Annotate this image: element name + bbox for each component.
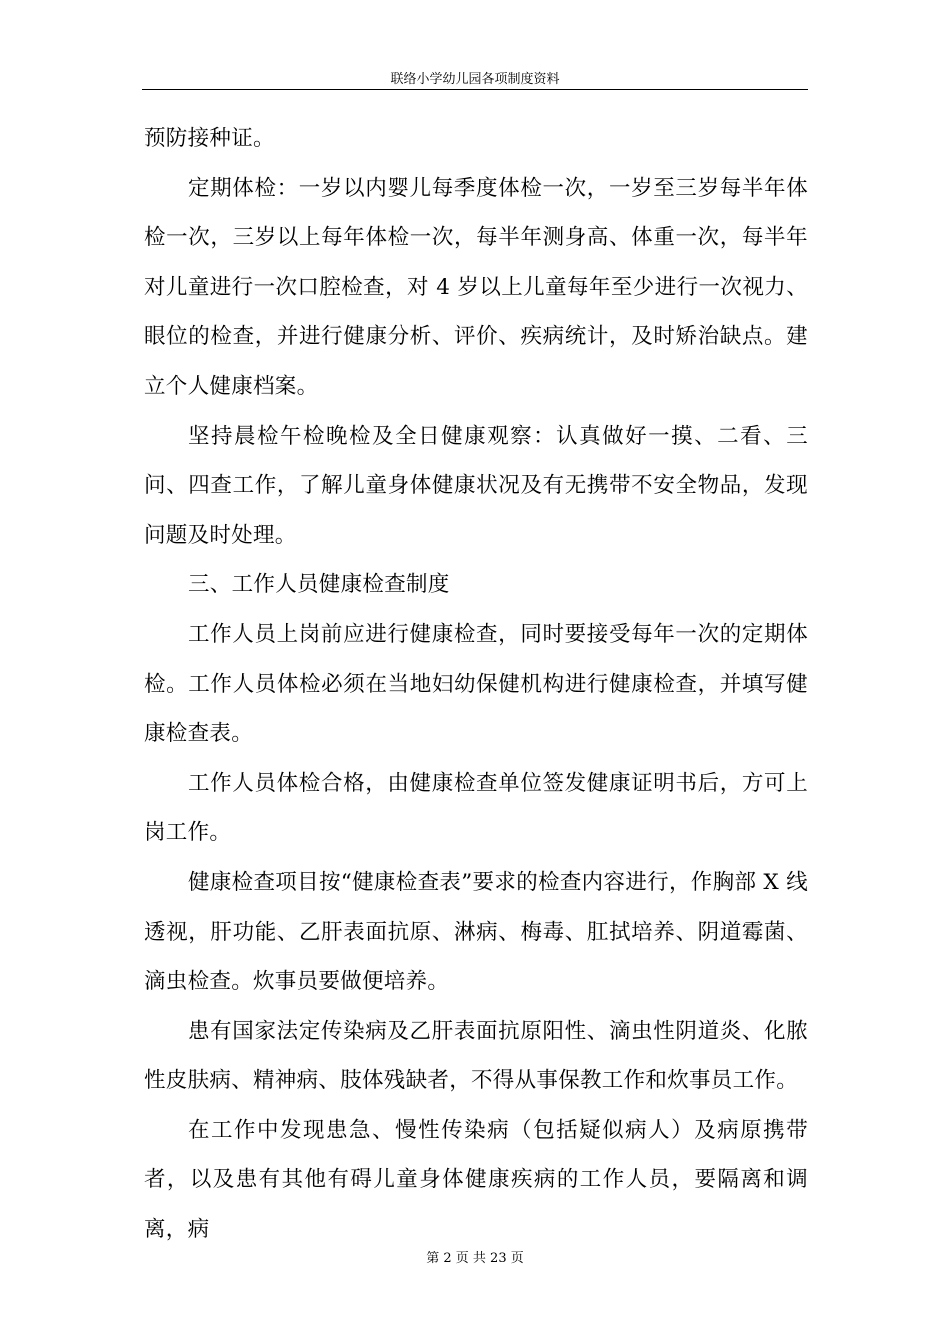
paragraph: 预防接种证。 xyxy=(144,126,275,151)
paragraph: 工作人员体检合格，由健康检查单位签发健康证明书后，方可上岗工作。 xyxy=(144,770,808,846)
paragraph: 定期体检：一岁以内婴儿每季度体检一次，一岁至三岁每半年体检一次，三岁以上每年体检一次，每半年测身高、体重一次，每半年对儿童进行一次口腔检查，对 4 岁以上儿童每年至少进行一次视力、眼位的检查，并进行健康分析、评价、疾病统计，及时矫治缺点。建立个人健康档案。 xyxy=(144,175,808,399)
page-number: 第 2 页 共 23 页 xyxy=(426,1251,524,1266)
document-body xyxy=(144,114,808,1255)
paragraph: 患有国家法定传染病及乙肝表面抗原阳性、滴虫性阴道炎、化脓性皮肤病、精神病、肢体残缺者，不得从事保教工作和炊事员工作。 xyxy=(144,1018,808,1094)
page-header: 联络小学幼儿园各项制度资料 xyxy=(390,72,560,87)
paragraph: 健康检查项目按“健康检查表”要求的检查内容进行，作胸部 X 线透视，肝功能、乙肝表面抗原、淋病、梅毒、肛拭培养、阴道霉菌、滴虫检查。炊事员要做便培养。 xyxy=(144,869,808,995)
header-divider xyxy=(142,89,808,90)
paragraph: 工作人员上岗前应进行健康检查，同时要接受每年一次的定期体检。工作人员体检必须在当地妇幼保健机构进行健康检查，并填写健康检查表。 xyxy=(144,621,808,747)
section-heading: 三、工作人员健康检查制度 xyxy=(188,572,450,598)
paragraph: 在工作中发现患急、慢性传染病（包括疑似病人）及病原携带者，以及患有其他有碍儿童身体健康疾病的工作人员，要隔离和调离，病 xyxy=(144,1117,808,1243)
paragraph: 坚持晨检午检晚检及全日健康观察：认真做好一摸、二看、三问、四查工作，了解儿童身体健康状况及有无携带不安全物品，发现问题及时处理。 xyxy=(144,423,808,548)
